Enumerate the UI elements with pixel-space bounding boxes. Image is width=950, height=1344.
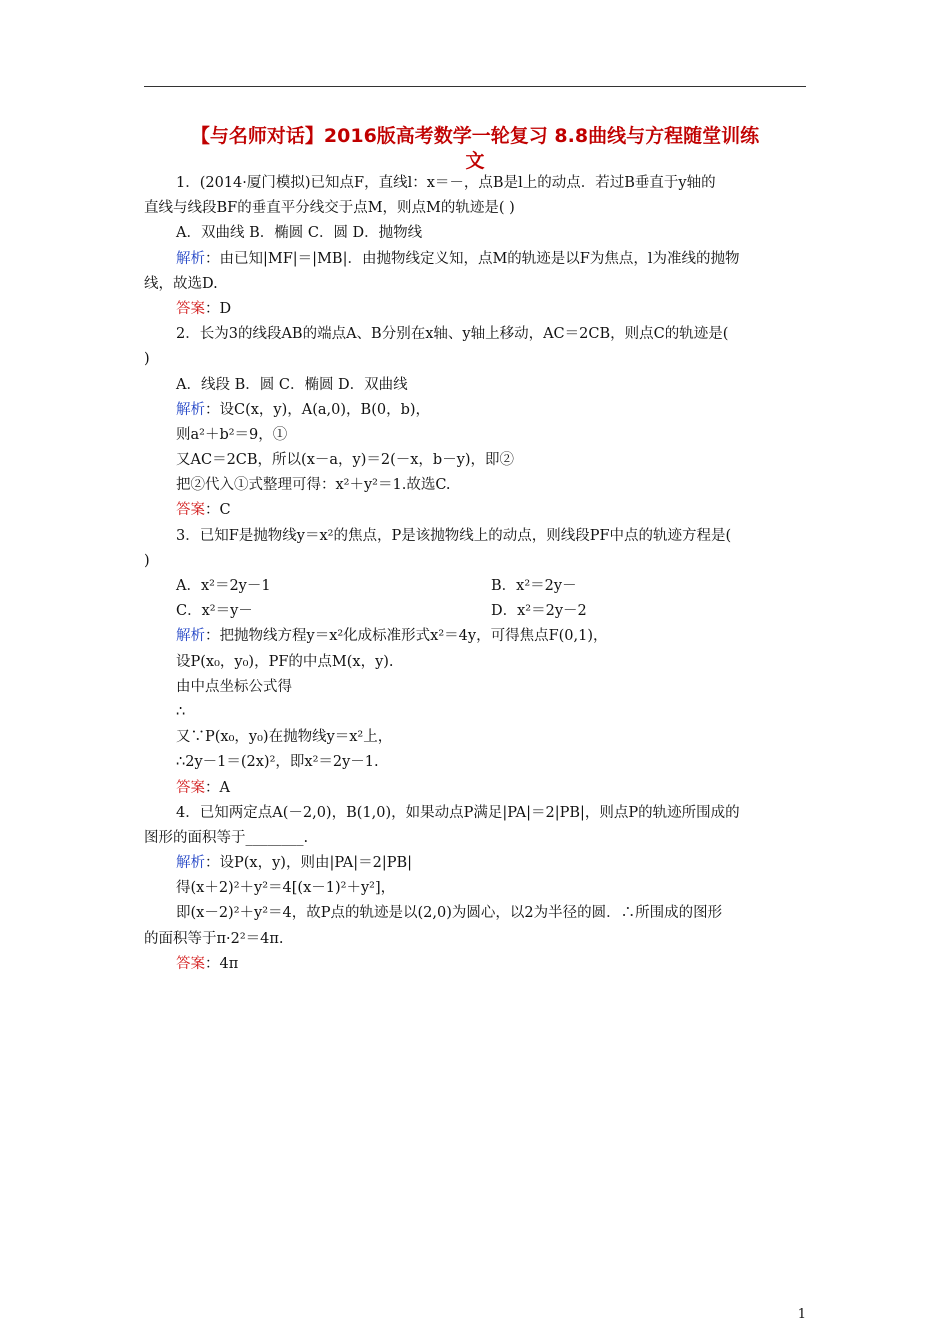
answer-label: 答案 [176,955,205,972]
analysis-label: 解析 [176,855,205,872]
option-row [144,574,806,599]
answer-line [144,498,806,523]
option-right: D．x²＝2y－2 [491,603,587,620]
analysis-label: 解析 [176,250,205,267]
text-line: ∴2y－1＝(2x)²，即x²＝2y－1. [176,754,379,771]
answer-text: ：C [205,502,231,519]
text-line: 由中点坐标公式得 [176,678,292,695]
analysis-text: ：设C(x，y)，A(a,0)，B(0，b)， [205,401,431,418]
answer-line [144,297,806,322]
answer-text: ：A [205,779,230,796]
text-line: 把②代入①式整理可得：x²＋y²＝1.故选C. [176,477,451,494]
answer-text: ：4π [205,955,239,972]
option-left: C．x²＝y－ [176,603,253,620]
text-line: 又∵P(x₀，y₀)在抛物线y＝x²上， [176,729,393,746]
analysis-text: ：设P(x，y)，则由|PA|＝2|PB| [205,855,413,872]
text-line: 则a²＋b²＝9，① [176,426,288,443]
answer-label: 答案 [176,502,205,519]
text-line: ∴ [176,703,186,720]
analysis-line [144,624,806,649]
option-left: A．x²＝2y－1 [176,578,271,594]
continuation-line: ) [144,552,150,569]
text-line: 设P(x₀，y₀)，PF的中点M(x，y). [176,653,394,670]
analysis-text: ：由已知|MF|＝|MB|．由抛物线定义知，点M的轨迹是以F为焦点，l为准线的抛物 [205,250,740,267]
option-right: B．x²＝2y－ [491,578,577,594]
text-line: A．线段 B．圆 C．椭圆 D．双曲线 [176,376,408,393]
header-rule [144,86,806,87]
option-row [144,599,806,624]
analysis-line [144,851,806,876]
analysis-text: ：把抛物线方程y＝x²化成标准形式x²＝4y，可得焦点F(0,1)， [205,628,608,645]
text-line: 又AC＝2CB，所以(x－a，y)＝2(－x，b－y)，即② [176,452,515,469]
continuation-line: 图形的面积等于________. [144,829,309,846]
continuation-line: 线，故选D. [144,275,218,292]
analysis-line [144,398,806,423]
title-line-1: 【与名师对话】2016版高考数学一轮复习 8.8曲线与方程随堂训练 [190,125,760,147]
document-body [144,171,806,977]
text-line: 即(x－2)²＋y²＝4，故P点的轨迹是以(2,0)为圆心，以2为半径的圆．∴所围成的图形 [176,905,723,922]
text-line: 4．已知两定点A(－2,0)，B(1,0)，如果动点P满足|PA|＝2|PB|，则点P的轨迹所围成的 [176,804,740,821]
answer-line [144,776,806,801]
text-line: 得(x＋2)²＋y²＝4[(x－1)²＋y²]， [176,880,396,897]
analysis-label: 解析 [176,628,205,645]
analysis-line [144,247,806,272]
text-line: 2．长为3的线段AB的端点A、B分别在x轴、y轴上移动，AC＝2CB，则点C的轨迹是( [176,326,729,343]
text-line: A．双曲线 B．椭圆 C．圆 D．抛物线 [176,225,423,242]
answer-label: 答案 [176,779,205,796]
continuation-line: 直线与线段BF的垂直平分线交于点M，则点M的轨迹是( ) [144,200,515,217]
answer-label: 答案 [176,300,205,317]
answer-text: ：D [205,300,232,317]
text-line: 1．(2014·厦门模拟)已知点F，直线l：x＝－，点B是l上的动点．若过B垂直于y轴的 [176,175,716,191]
document-title [144,124,806,174]
page-number: 1 [797,1307,806,1322]
answer-line [144,952,806,977]
analysis-label: 解析 [176,401,205,418]
continuation-line: ) [144,351,150,368]
continuation-line: 的面积等于π·2²＝4π. [144,930,284,947]
text-line: 3．已知F是抛物线y＝x²的焦点，P是该抛物线上的动点，则线段PF中点的轨迹方程是( [176,527,732,544]
title-line-2: 文 [465,150,485,172]
